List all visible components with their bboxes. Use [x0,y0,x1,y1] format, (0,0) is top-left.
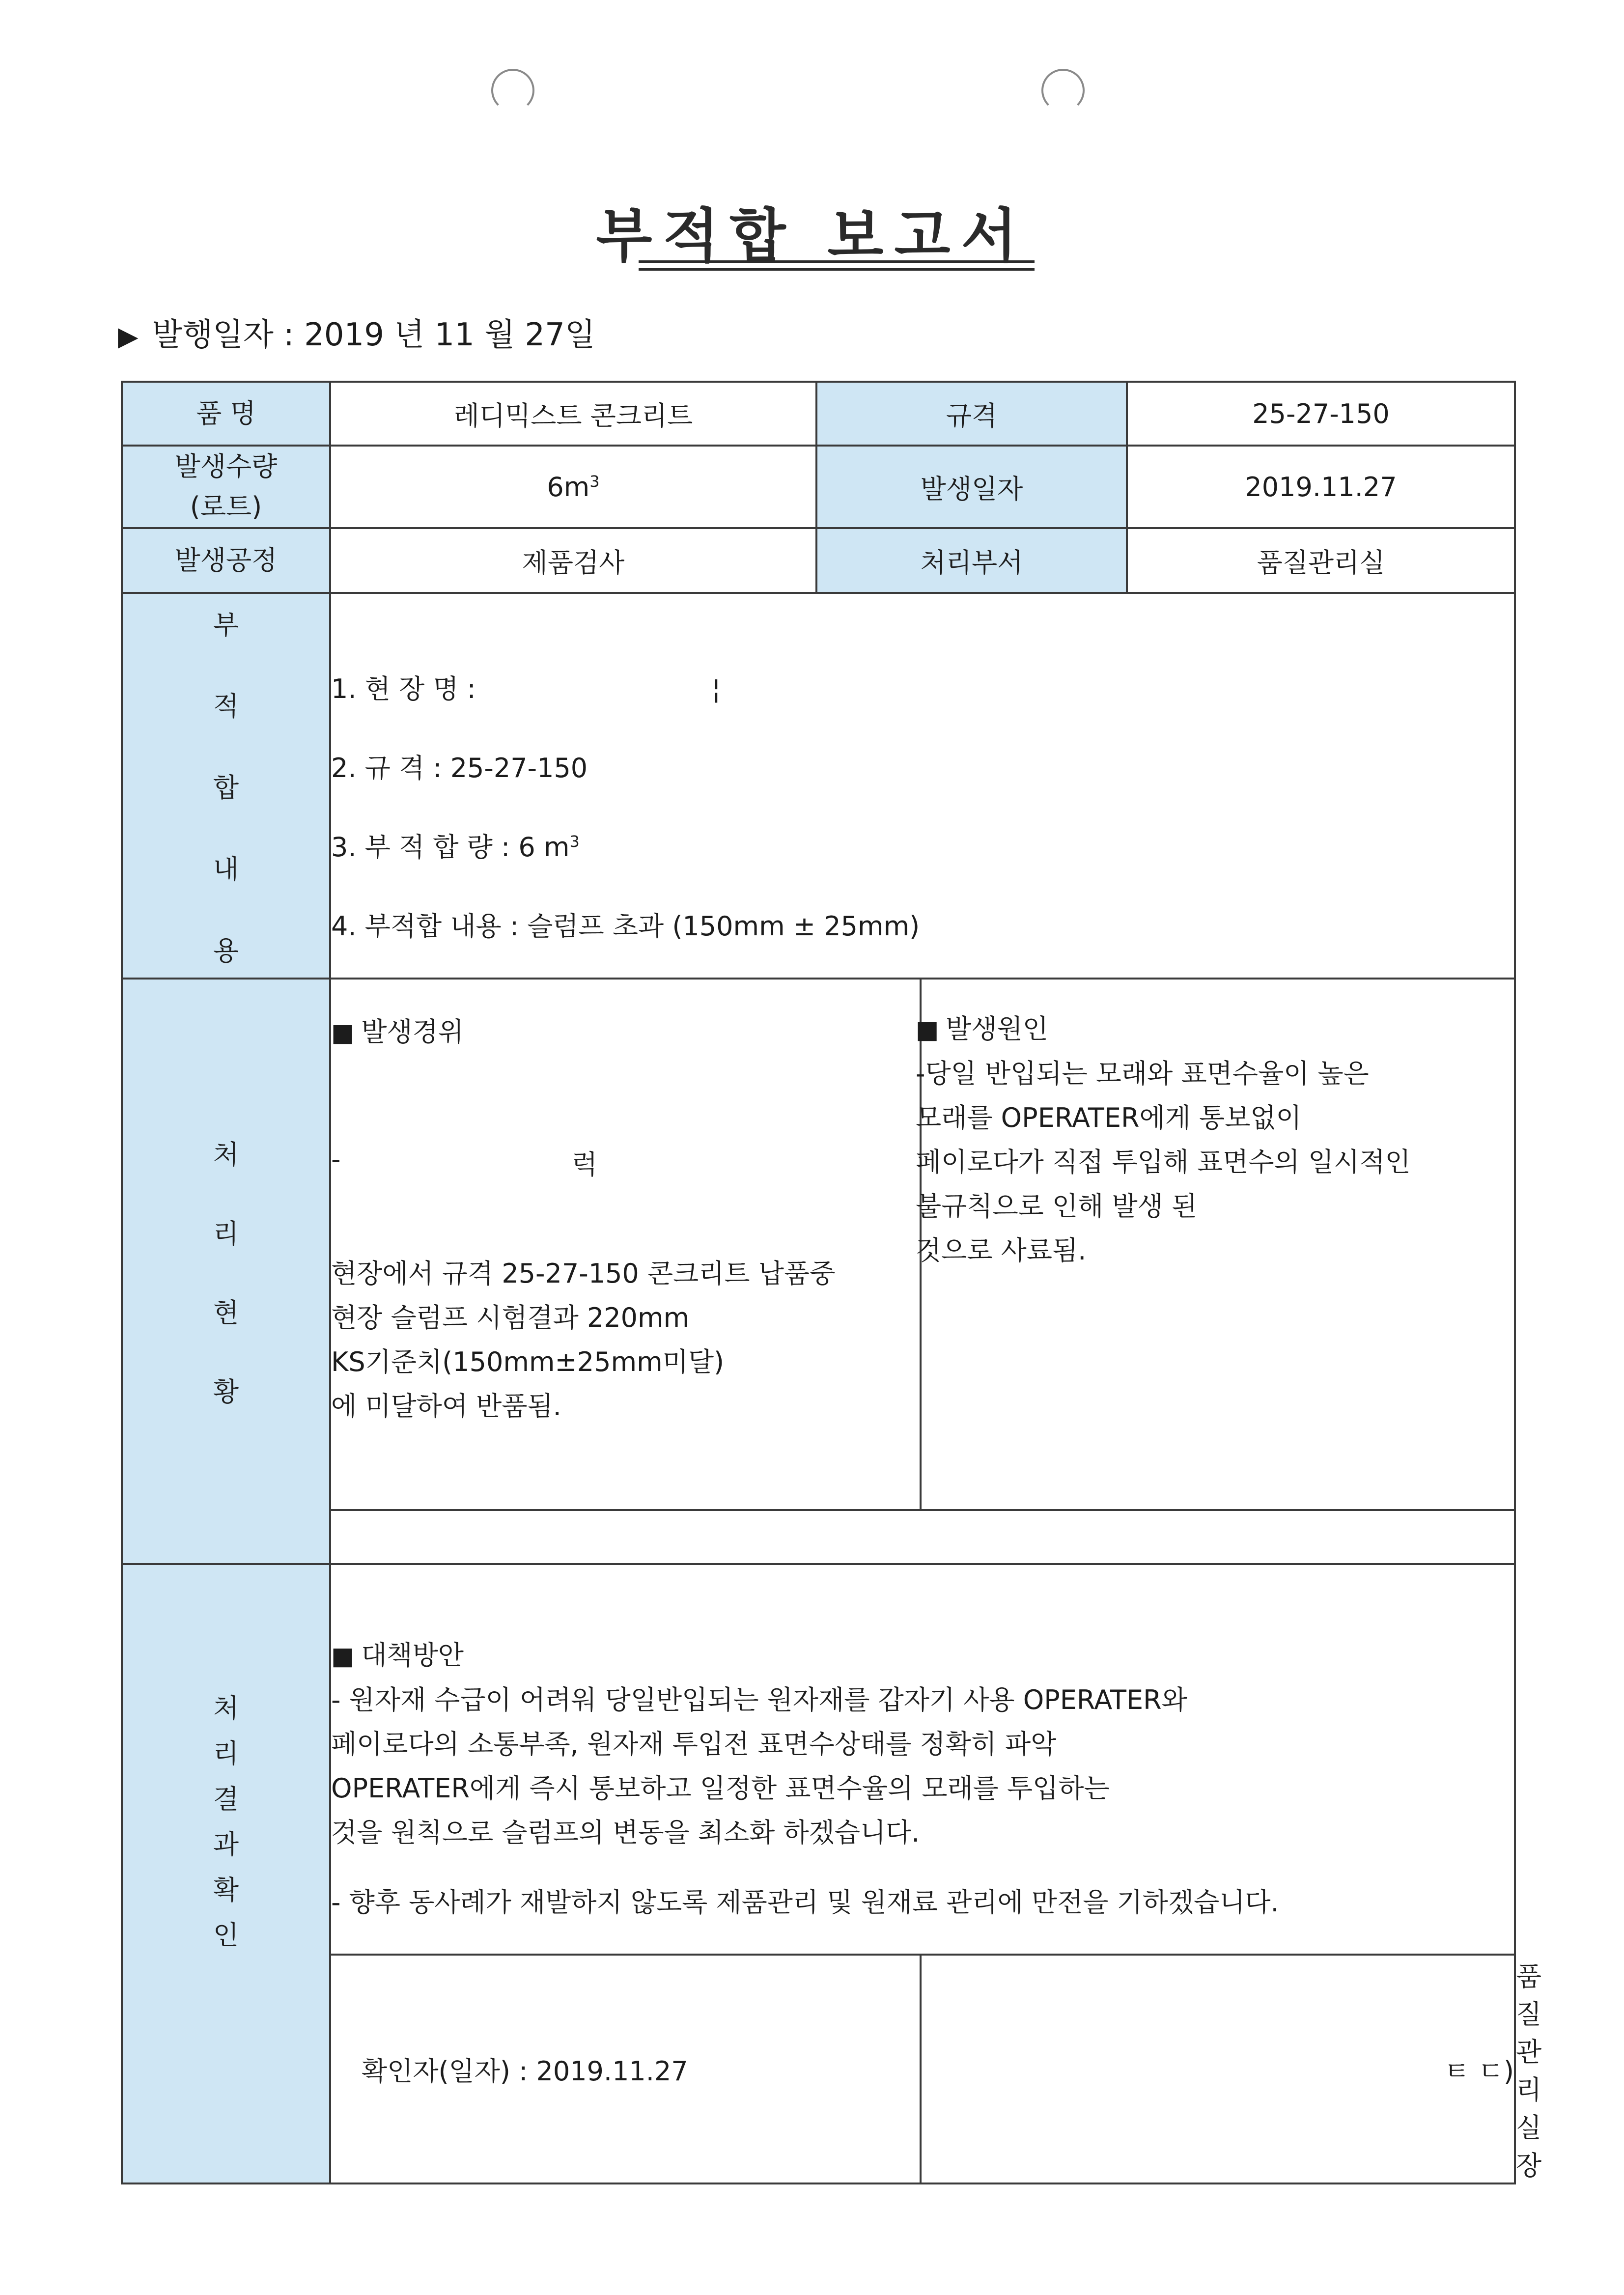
quantity-label-line2: (로트) [190,491,262,522]
date-value: 2019.11.27 [1127,446,1515,528]
title-underline [639,260,1035,263]
issue-date-text: 발행일자 : 2019 년 11 월 27일 [152,317,595,353]
punch-hole-right [1041,69,1085,112]
occurrence-dash-word: 럭 [572,1149,598,1180]
text-line: 에 미달하여 반품됨. [331,1391,561,1422]
countermeasure-heading: ■ 대책방안 [331,1640,464,1671]
triangle-right-icon: ▶ [118,321,139,352]
text-line: -당일 반입되는 모래와 표면수율이 높은 [916,1058,1369,1089]
label-char: 확 [213,1874,239,1905]
label-char: 결 [213,1783,239,1815]
dept-value: 품질관리실 [1127,528,1515,593]
text-line: 현장에서 규격 25-27-150 콘크리트 납품중 [331,1258,836,1289]
process-label: 발생공정 [122,528,330,593]
result-label [122,1564,330,2183]
item-spec: 2. 규 격 : 25-27-150 [331,752,588,784]
square-bullet-icon: ■ [331,1642,355,1670]
table-row [122,979,1515,1510]
label-char: 합 [213,772,239,803]
square-bullet-icon: ■ [331,1018,355,1047]
occurrence-lines [331,1252,835,1428]
process-value: 제품검사 [330,528,816,593]
label-char: 부 [213,609,239,641]
occurrence-dash: - [331,1144,341,1175]
product-value: 레디믹스트 콘크리트 [330,382,816,446]
label-char: 처 [213,1139,239,1170]
text-line: 것을 원칙으로 슬럼프의 변동을 최소화 하겠습니다. [331,1817,920,1848]
occurrence-heading: ■ 발생경위 [331,1016,464,1047]
text-line: KS기준치(150mm±25mm미달) [331,1346,725,1377]
cause-heading: ■ 발생원인 [916,1013,1048,1044]
dept-label: 처리부서 [816,528,1127,593]
text-line: OPERATER에게 즉시 통보하고 일정한 표면수율의 모래를 투입하는 [331,1773,1110,1804]
date-label: 발생일자 [816,446,1127,528]
label-char: 과 [213,1829,239,1860]
quantity-sup: 3 [589,472,600,491]
table-row [122,382,1515,446]
stray-mark: ¦ [711,673,721,704]
item-content: 4. 부적합 내용 : 슬럼프 초과 (150mm ± 25mm) [331,910,920,942]
status-label [122,979,330,1564]
cause-lines [916,1007,1411,1273]
text-line: 모래를 OPERATER에게 통보없이 [916,1102,1302,1133]
table-row [122,1510,1515,1564]
table-row [122,446,1515,528]
label-char: 황 [213,1376,239,1407]
item-quantity: 3. 부 적 합 량 : 6 $m^3$ [331,831,580,863]
punch-hole-left [491,69,534,112]
quantity-value [330,446,816,528]
countermeasure-content [330,1564,1515,1955]
spec-value: 25-27-150 [1127,382,1515,446]
text-line: 페이로다가 직접 투입해 표면수의 일시적인 [916,1147,1411,1177]
quantity-label [122,446,330,528]
table-row [122,528,1515,593]
nonconformity-label [122,593,330,979]
item-site: 1. 현 장 명 : ¦ [331,673,721,704]
label-char: 리 [213,1218,239,1249]
title-underline [639,268,1035,271]
cause-details [916,979,1515,1510]
nonconformity-content [330,593,1515,979]
table-row [122,1564,1515,1955]
issue-date [118,309,595,355]
empty-cell [330,1510,1515,1564]
text-line: 페이로다의 소통부족, 원자재 투입전 표면수상태를 정확히 파악 [331,1729,1057,1760]
text-line: 것으로 사료됨. [916,1235,1087,1266]
label-char: 적 [213,691,239,722]
label-char: 용 [213,935,239,966]
text-line: - 향후 동사례가 재발하지 않도록 제품관리 및 원재료 관리에 만전을 기하겠습니다. [331,1887,1279,1918]
label-char: 현 [213,1297,239,1328]
label-char: 처 [213,1692,239,1724]
text-line: 현장 슬럼프 시험결과 220mm [331,1302,690,1333]
confirm-mark: ㅌ ㄷ) [921,1955,1515,2183]
quantity-number: 6m [547,471,590,503]
table-row [122,593,1515,979]
confirm-date: 확인자(일자) : 2019.11.27 [330,1955,921,2183]
square-bullet-icon: ■ [916,1015,939,1044]
report-table [121,381,1542,2184]
text-line: - 원자재 수급이 어려워 당일반입되는 원자재를 갑자기 사용 OPERATER와 [331,1684,1187,1715]
countermeasure-lines [331,1594,1514,1925]
quantity-label-line1: 발생수량 [174,451,278,482]
text-line: 불규칙으로 인해 발생 된 [916,1191,1198,1222]
label-char: 내 [213,853,239,885]
spec-label: 규격 [816,382,1127,446]
label-char: 리 [213,1738,239,1769]
product-label: 품 명 [122,382,330,446]
occurrence-details [330,979,921,1510]
label-char: 인 [213,1920,239,1951]
table-row: 확인자(일자) : 2019.11.27 ㅌ ㄷ) 품질관리실장 [122,1955,1515,2183]
page-title: 부적합 보고서 [596,202,1028,270]
